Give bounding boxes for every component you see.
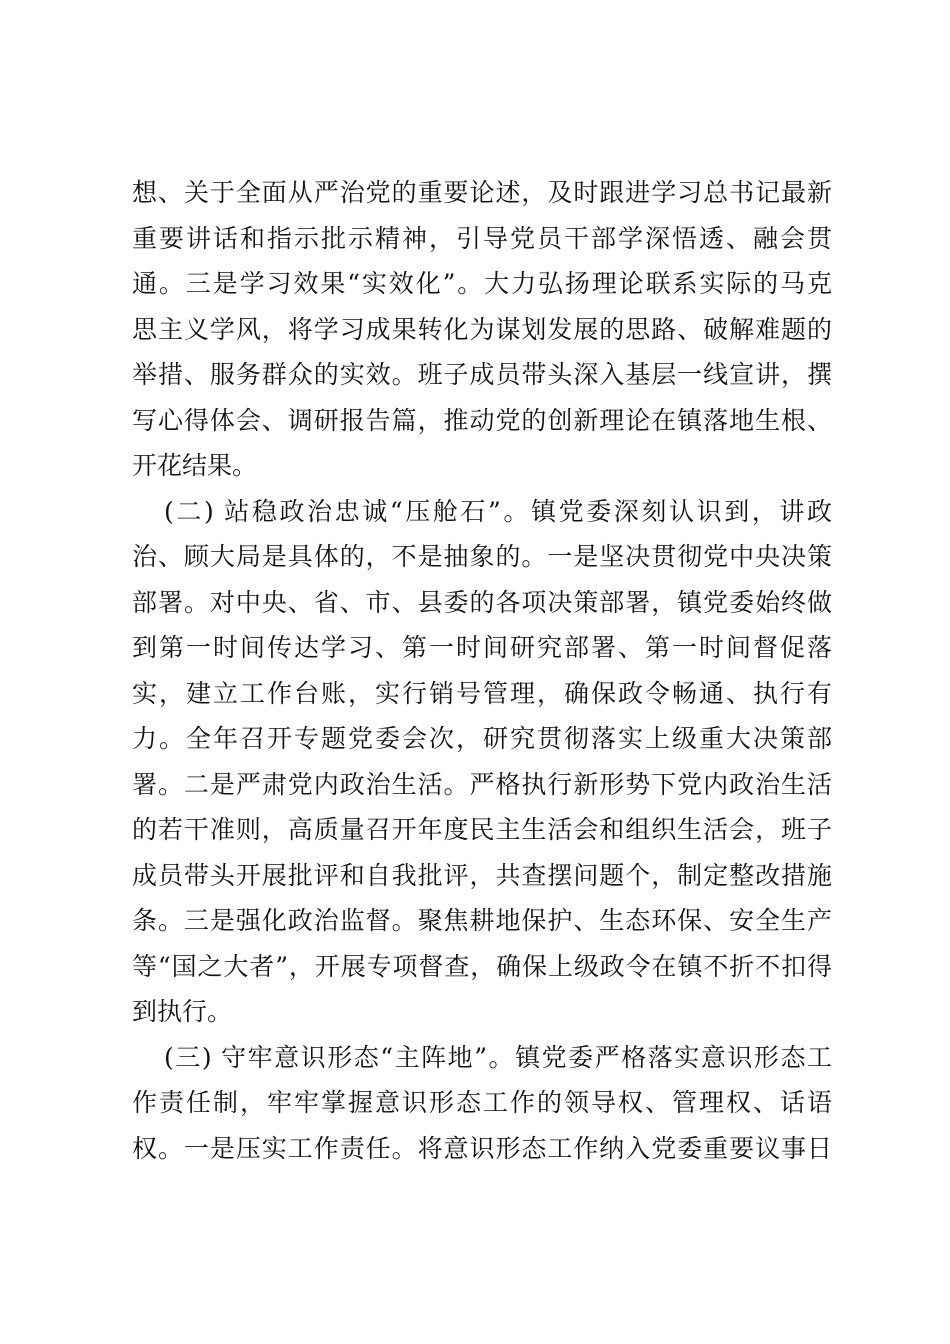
text-line: 思主义学风，将学习成果转化为谋划发展的思路、破解难题的 xyxy=(132,314,832,344)
text-line: 写心得体会、调研报告篇，推动党的创新理论在镇落地生根、 xyxy=(132,405,832,435)
text-line: 举措、服务群众的实效。班子成员带头深入基层一线宣讲，撰 xyxy=(132,360,832,389)
paragraph-study-continuation xyxy=(132,170,832,489)
text-line: 作责任制，牢牢掌握意识形态工作的领导权、管理权、话语 xyxy=(132,1088,832,1117)
text-line: 成员带头开展批评和自我批评，共查摆问题个，制定整改措施 xyxy=(132,860,832,890)
paragraph-ideology xyxy=(132,1035,832,1172)
text-line: 想、关于全面从严治党的重要论述，及时跟进学习总书记最新 xyxy=(132,178,832,207)
section-heading-line: (二) 站稳政治忠诚“压舱石”。镇党委深刻认识到，讲政 xyxy=(164,496,832,526)
document-page xyxy=(132,170,832,1171)
text-line: 实，建立工作台账，实行销号管理，确保政令畅通、执行有 xyxy=(132,678,832,708)
text-line: 力。全年召开专题党委会次，研究贯彻落实上级重大决策部 xyxy=(132,724,832,753)
paragraph-political-loyalty xyxy=(132,489,832,1035)
text-line: 条。三是强化政治监督。聚焦耕地保护、生态环保、安全生产 xyxy=(132,906,832,935)
text-line: 部署。对中央、省、市、县委的各项决策部署，镇党委始终做 xyxy=(132,587,832,617)
text-line: 开花结果。 xyxy=(132,451,258,480)
text-line: 治、顾大局是具体的，不是抽象的。一是坚决贯彻党中央决策 xyxy=(132,542,832,571)
text-line: 权。一是压实工作责任。将意识形态工作纳入党委重要议事日 xyxy=(132,1133,832,1163)
text-line: 等“国之大者”，开展专项督查，确保上级政令在镇不折不扣得 xyxy=(132,951,832,981)
text-line: 署。二是严肃党内政治生活。严格执行新形势下党内政治生活 xyxy=(132,769,832,799)
section-heading-line: (三) 守牢意识形态“主阵地”。镇党委严格落实意识形态工 xyxy=(164,1042,832,1072)
text-line: 到执行。 xyxy=(132,997,233,1026)
text-line: 重要讲话和指示批示精神，引导党员干部学深悟透、融会贯 xyxy=(132,223,832,253)
text-line: 通。三是学习效果“实效化”。大力弘扬理论联系实际的马克 xyxy=(132,269,832,298)
text-line: 到第一时间传达学习、第一时间研究部署、第一时间督促落 xyxy=(132,633,832,662)
text-line: 的若干准则，高质量召开年度民主生活会和组织生活会，班子 xyxy=(132,815,832,844)
